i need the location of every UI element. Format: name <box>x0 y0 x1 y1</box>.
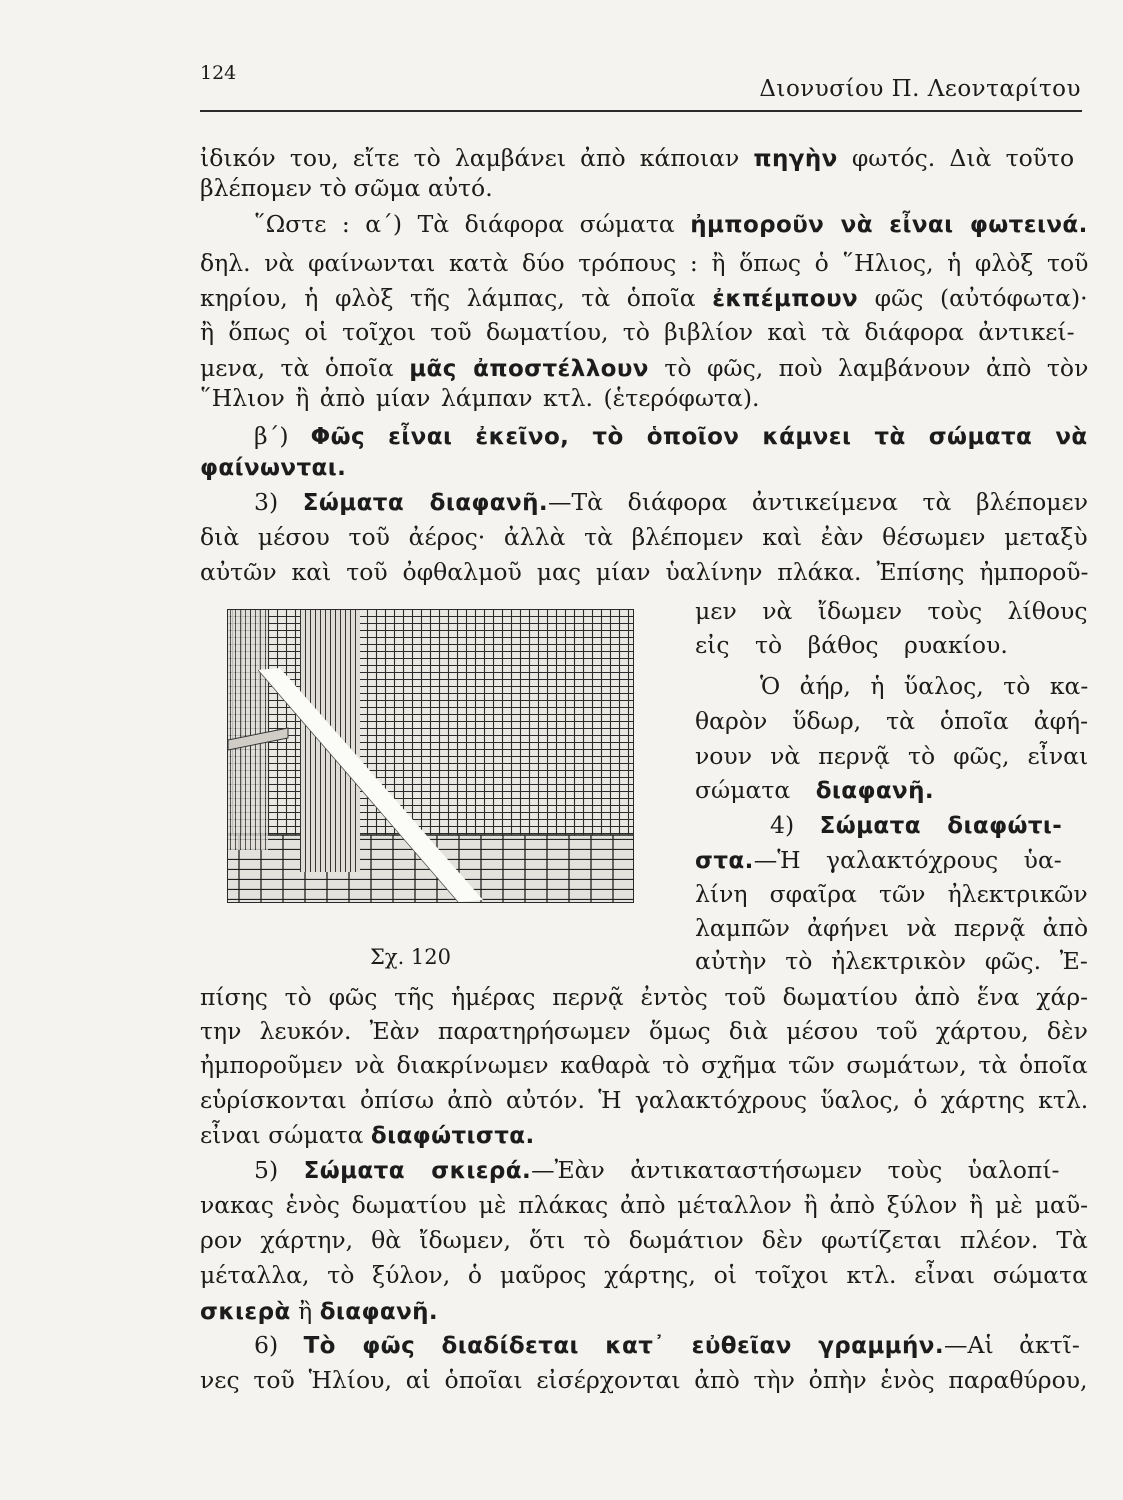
text-line <box>760 671 1088 701</box>
text-run: μέταλλα, τὸ ξύλον, ὁ μαῦρος χάρτης, οἱ τοῖχοι κτλ. εἶναι σώματα <box>200 1261 1089 1289</box>
text-line <box>200 173 493 203</box>
bold-term: ἐκπέμπουν <box>712 286 859 312</box>
text-run: ρον χάρτην, θὰ ἴδωμεν, ὅτι τὸ δωμάτιον δὲν φωτίζεται πλέον. Τὰ <box>200 1226 1088 1254</box>
text-line <box>200 1120 535 1151</box>
text-line <box>254 1330 1080 1361</box>
text-line <box>695 946 1088 976</box>
text-run: 3) <box>254 488 303 516</box>
text-line <box>695 741 1088 771</box>
text-run: θαρὸν ὕδωρ, τὰ ὁποῖα ἀφή- <box>695 707 1089 735</box>
page-number: 124 <box>200 62 237 84</box>
text-run: σώματα <box>695 776 816 804</box>
text-line <box>254 421 1088 452</box>
text-run: νουν νὰ περνᾷ τὸ φῶς, εἶναι <box>695 742 1089 770</box>
text-line <box>200 1190 1088 1220</box>
text-run: —Ἡ γαλακτόχρους ὑα- <box>753 846 1062 874</box>
bold-term: Τὸ φῶς διαδίδεται κατ᾽ εὐθεῖαν γραμμήν. <box>303 1333 944 1359</box>
text-run: β΄) <box>254 422 311 450</box>
text-run: —Ἐὰν ἀντικαταστήσωμεν τοὺς ὑαλοπί- <box>531 1156 1060 1184</box>
bold-term: Σώματα σκιερά. <box>303 1158 532 1184</box>
figure-light-beam-icon <box>227 609 634 903</box>
text-run: λαμπῶν ἀφήνει νὰ περνᾷ ἀπὸ <box>695 914 1089 942</box>
text-line <box>695 913 1088 943</box>
text-run: λίνη σφαῖρα τῶν ἠλεκτρικῶν <box>695 880 1088 908</box>
text-line <box>695 845 1062 876</box>
text-run: 5) <box>254 1156 304 1184</box>
text-run: φῶς (αὐτόφωτα)· <box>858 284 1088 312</box>
text-line <box>695 706 1088 736</box>
bold-term: πηγὴν <box>753 146 838 172</box>
bold-term: διαφώτιστα. <box>370 1123 535 1149</box>
bold-term: Σώματα διαφώτι- <box>819 813 1063 839</box>
text-line <box>770 810 1062 841</box>
text-run: ἢ <box>290 1297 320 1325</box>
text-line <box>200 1085 1088 1115</box>
text-line <box>200 452 346 483</box>
text-run: διὰ μέσου τοῦ ἀέρος· ἀλλὰ τὰ βλέπομεν καὶ ἐὰν θέσωμεν μεταξὺ <box>200 523 1088 551</box>
text-line <box>200 248 1088 278</box>
bold-term: ἠμποροῦν νὰ εἶναι φωτεινά. <box>690 212 1088 238</box>
text-run: μενα, τὰ ὁποῖα <box>200 354 410 382</box>
text-run: νακας ἑνὸς δωματίου μὲ πλάκας ἀπὸ μέταλλον ἢ ἀπὸ ξύλον ἢ μὲ μαῦ- <box>200 1191 1089 1219</box>
text-line <box>200 143 1074 174</box>
text-run: 4) <box>770 811 820 839</box>
bold-term: στα. <box>695 848 754 874</box>
text-run: βλέπομεν τὸ σῶμα αὐτό. <box>200 174 493 202</box>
text-run: εἰς τὸ βάθος ρυακίου. <box>695 631 1008 659</box>
text-run: πίσης τὸ φῶς τῆς ἡμέρας περνᾷ ἐντὸς τοῦ δωματίου ἀπὸ ἕνα χάρ- <box>200 983 1089 1011</box>
text-run: αὐτῶν καὶ τοῦ ὀφθαλμοῦ μας μίαν ὑαλίνην πλάκα. Ἐπίσης ἠμποροῦ- <box>200 558 1089 586</box>
text-line <box>200 557 1088 587</box>
text-run: Ὁ ἀήρ, ἡ ὕαλος, τὸ κα- <box>760 672 1089 700</box>
header-rule <box>200 110 1082 112</box>
text-line <box>200 283 1088 314</box>
text-line <box>695 775 934 806</box>
text-line <box>200 1016 1088 1046</box>
text-run: ῞Ωστε : α΄) Τὰ διάφορα σώματα <box>254 210 691 238</box>
text-line <box>254 209 1088 240</box>
text-run: εὑρίσκονται ὀπίσω ἀπὸ αὐτόν. Ἡ γαλακτόχρους ὕαλος, ὁ χάρτης κτλ. <box>200 1086 1089 1114</box>
bold-term: σκιερὰ <box>200 1299 291 1325</box>
text-run: —Αἱ ἀκτῖ- <box>943 1331 1080 1359</box>
text-line <box>200 1296 438 1327</box>
figure-caption: Σχ. 120 <box>370 945 452 969</box>
text-line <box>200 1050 1088 1080</box>
text-run: νες τοῦ Ἡλίου, αἱ ὁποῖαι εἰσέρχονται ἀπὸ τὴν ὀπὴν ἑνὸς παραθύρου, <box>200 1366 1088 1394</box>
text-run: 6) <box>254 1331 304 1359</box>
text-line <box>200 1260 1088 1290</box>
text-run: κηρίου, ἡ φλὸξ τῆς λάμπας, τὰ ὁποῖα <box>200 284 713 312</box>
running-head: Διονυσίου Π. Λεονταρίτου <box>759 76 1081 102</box>
text-line <box>200 353 1088 384</box>
bold-term: φαίνωνται. <box>200 455 347 481</box>
bold-term: Φῶς εἶναι ἐκεῖνο, τὸ ὁποῖον κάμνει τὰ σώματα νὰ <box>310 424 1088 450</box>
text-line <box>695 879 1088 909</box>
text-run: ἰδικόν του, εἴτε τὸ λαμβάνει ἀπὸ κάποιαν <box>200 144 754 172</box>
text-run: αὐτὴν τὸ ἠλεκτρικὸν φῶς. Ἐ- <box>695 947 1088 975</box>
text-line <box>200 317 1075 347</box>
bold-term: διαφανῆ. <box>319 1299 439 1325</box>
text-run: την λευκόν. Ἐὰν παρατηρήσωμεν ὅμως διὰ μέσου τοῦ χάρτου, δὲν <box>200 1017 1088 1045</box>
text-line <box>200 1365 1088 1395</box>
bold-term: Σώματα διαφανῆ. <box>302 490 548 516</box>
text-line <box>200 383 760 413</box>
text-run: φωτός. Διὰ τοῦτο <box>837 144 1075 172</box>
text-run: ἢ ὅπως οἱ τοῖχοι τοῦ δωματίου, τὸ βιβλίον καὶ τὰ διάφορα ἀντικεί- <box>200 318 1075 346</box>
text-line <box>200 982 1088 1012</box>
bold-term: μᾶς ἀποστέλλουν <box>409 356 649 382</box>
text-line <box>200 522 1088 552</box>
text-run: ῞Ηλιον ἢ ἀπὸ μίαν λάμπαν κτλ. (ἑτερόφωτα). <box>200 384 760 412</box>
text-line <box>200 1225 1088 1255</box>
text-line <box>254 1155 1060 1186</box>
text-run: μεν νὰ ἴδωμεν τοὺς λίθους <box>695 597 1088 625</box>
text-run: δηλ. νὰ φαίνωνται κατὰ δύο τρόπους : ἢ ὅπως ὁ ῞Ηλιος, ἡ φλὸξ τοῦ <box>200 249 1089 277</box>
text-line <box>254 487 1088 518</box>
text-run: ἠμποροῦμεν νὰ διακρίνωμεν καθαρὰ τὸ σχῆμα τῶν σωμάτων, τὰ ὁποῖα <box>200 1051 1088 1079</box>
text-run: τὸ φῶς, ποὺ λαμβάνουν ἀπὸ τὸν <box>648 354 1089 382</box>
text-run: —Τὰ διάφορα ἀντικείμενα τὰ βλέπομεν <box>547 488 1088 516</box>
text-line <box>695 630 1008 660</box>
text-run: εἶναι σώματα <box>200 1121 371 1149</box>
bold-term: διαφανῆ. <box>815 778 935 804</box>
text-line <box>695 596 1087 626</box>
